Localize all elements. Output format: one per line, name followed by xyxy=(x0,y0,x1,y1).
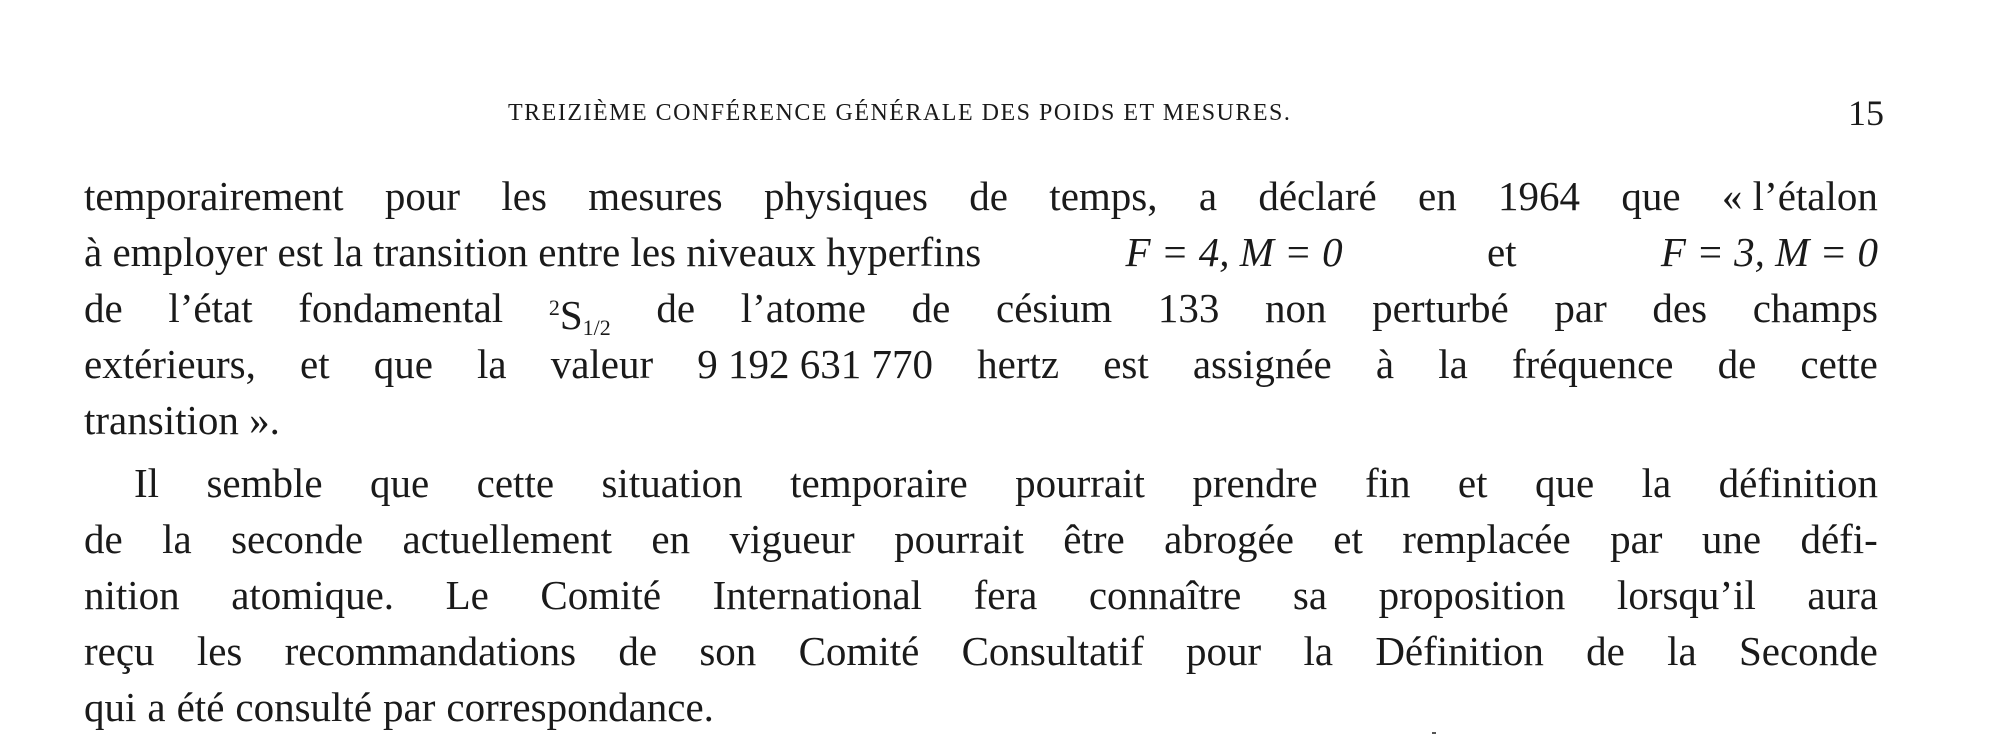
word: les xyxy=(501,173,547,219)
word: césium xyxy=(996,285,1113,331)
word: pourrait xyxy=(1015,460,1145,506)
text-line xyxy=(84,623,1878,679)
word: situation xyxy=(601,460,743,506)
word: semble xyxy=(206,460,323,506)
word: que xyxy=(370,460,430,506)
word: qui xyxy=(84,684,137,730)
text-segment: transition ». xyxy=(84,397,280,443)
text-line xyxy=(84,455,1878,511)
word: déclaré xyxy=(1258,173,1377,219)
word: en xyxy=(1418,173,1457,219)
word: valeur xyxy=(550,341,654,387)
word: « l’étalon xyxy=(1721,173,1878,219)
text-segment: et xyxy=(1486,229,1517,275)
word: recommandations xyxy=(284,628,577,674)
word: à xyxy=(1375,341,1395,387)
word: Consultatif xyxy=(961,628,1144,674)
state-symbol: S xyxy=(559,292,583,338)
text-line xyxy=(84,567,1878,623)
word: temps, xyxy=(1049,173,1158,219)
word: été xyxy=(176,684,225,730)
word: Comité xyxy=(798,628,920,674)
word: fréquence xyxy=(1511,341,1674,387)
word: la xyxy=(477,341,507,387)
word: que xyxy=(373,341,433,387)
word: définition xyxy=(1718,460,1878,506)
word: des xyxy=(1652,285,1708,331)
running-head: TREIZIÈME CONFÉRENCE GÉNÉRALE DES POIDS ET MESURES. xyxy=(508,100,1292,126)
word: que xyxy=(1534,460,1595,506)
text-line xyxy=(84,224,1878,280)
word: de xyxy=(969,173,1008,219)
text-line xyxy=(84,336,1878,392)
word: l’atome xyxy=(740,285,867,331)
text-line xyxy=(84,168,1878,224)
word: être xyxy=(1063,516,1125,562)
word: cette xyxy=(476,460,555,506)
word: connaître xyxy=(1088,572,1242,618)
word: aura xyxy=(1807,572,1878,618)
word: Seconde xyxy=(1738,628,1878,674)
word: perturbé xyxy=(1372,285,1509,331)
word: est xyxy=(1103,341,1149,387)
word: International xyxy=(712,572,923,618)
word: actuellement xyxy=(402,516,612,562)
word: de xyxy=(1717,341,1757,387)
word: Comité xyxy=(540,572,662,618)
word: reçu xyxy=(84,628,155,674)
word: par xyxy=(1610,516,1663,562)
word: mesures xyxy=(588,173,723,219)
body-text xyxy=(84,168,1878,735)
word: 9 192 631 770 xyxy=(697,341,934,387)
word: remplacée xyxy=(1402,516,1571,562)
word: temporaire xyxy=(790,460,968,506)
state-subscript: 1/2 xyxy=(582,315,611,340)
word: par xyxy=(383,684,436,730)
word: consulté xyxy=(235,684,373,730)
word: la xyxy=(1303,628,1334,674)
word: abrogée xyxy=(1164,516,1294,562)
word: l’état xyxy=(168,285,253,331)
word: de xyxy=(84,285,123,331)
word: et xyxy=(300,341,330,387)
word: la xyxy=(162,516,192,562)
word: son xyxy=(699,628,757,674)
word: de xyxy=(1586,628,1625,674)
word: vigueur xyxy=(729,516,855,562)
text-line xyxy=(84,679,1878,735)
print-speck xyxy=(1432,732,1436,734)
word: la xyxy=(1641,460,1672,506)
word: 133 xyxy=(1157,285,1220,331)
word: cette xyxy=(1800,341,1878,387)
text-line xyxy=(84,280,1878,340)
word: Définition xyxy=(1375,628,1544,674)
text-line xyxy=(84,392,1878,448)
word: lorsqu’il xyxy=(1616,572,1756,618)
word: fondamental xyxy=(298,285,504,331)
paragraph-2 xyxy=(84,455,1878,735)
atomic-state xyxy=(548,280,611,340)
word: 1964 xyxy=(1498,173,1581,219)
word: pourrait xyxy=(894,516,1024,562)
word: prendre xyxy=(1192,460,1318,506)
word: sa xyxy=(1292,572,1328,618)
word: les xyxy=(196,628,243,674)
word: fin xyxy=(1364,460,1411,506)
word: non xyxy=(1264,285,1327,331)
word: champs xyxy=(1752,285,1878,331)
math-expression: F = 4, M = 0 xyxy=(1125,229,1343,275)
word: la xyxy=(1438,341,1468,387)
word: pour xyxy=(384,173,461,219)
word: en xyxy=(651,516,691,562)
word: et xyxy=(1457,460,1488,506)
word: hertz xyxy=(977,341,1060,387)
word: de xyxy=(84,516,123,562)
word: nition xyxy=(84,572,180,618)
word: extérieurs, xyxy=(84,341,256,387)
word: temporairement xyxy=(84,173,344,219)
word: fera xyxy=(973,572,1038,618)
word: a xyxy=(1198,173,1218,219)
word: la xyxy=(1667,628,1697,674)
word: que xyxy=(1621,173,1681,219)
word: une xyxy=(1701,516,1762,562)
paragraph-1 xyxy=(84,168,1878,448)
word: physiques xyxy=(763,173,928,219)
word: pour xyxy=(1186,628,1262,674)
word: de xyxy=(911,285,951,331)
word: correspondance. xyxy=(446,684,714,730)
page-number: 15 xyxy=(1848,93,1884,133)
word: de xyxy=(618,628,658,674)
word: a xyxy=(147,684,166,730)
word: de xyxy=(656,285,696,331)
word: Il xyxy=(134,460,160,506)
word: assignée xyxy=(1192,341,1332,387)
word: Le xyxy=(445,572,489,618)
word: par xyxy=(1554,285,1607,331)
text-line xyxy=(84,511,1878,567)
word: atomique. xyxy=(231,572,395,618)
word: seconde xyxy=(231,516,364,562)
word: proposition xyxy=(1378,572,1566,618)
text-segment: à employer est la transition entre les niveaux hyperfins xyxy=(84,229,982,275)
word: défi- xyxy=(1800,516,1878,562)
math-expression: F = 3, M = 0 xyxy=(1660,229,1878,275)
state-superscript: 2 xyxy=(548,295,560,320)
word: et xyxy=(1333,516,1363,562)
